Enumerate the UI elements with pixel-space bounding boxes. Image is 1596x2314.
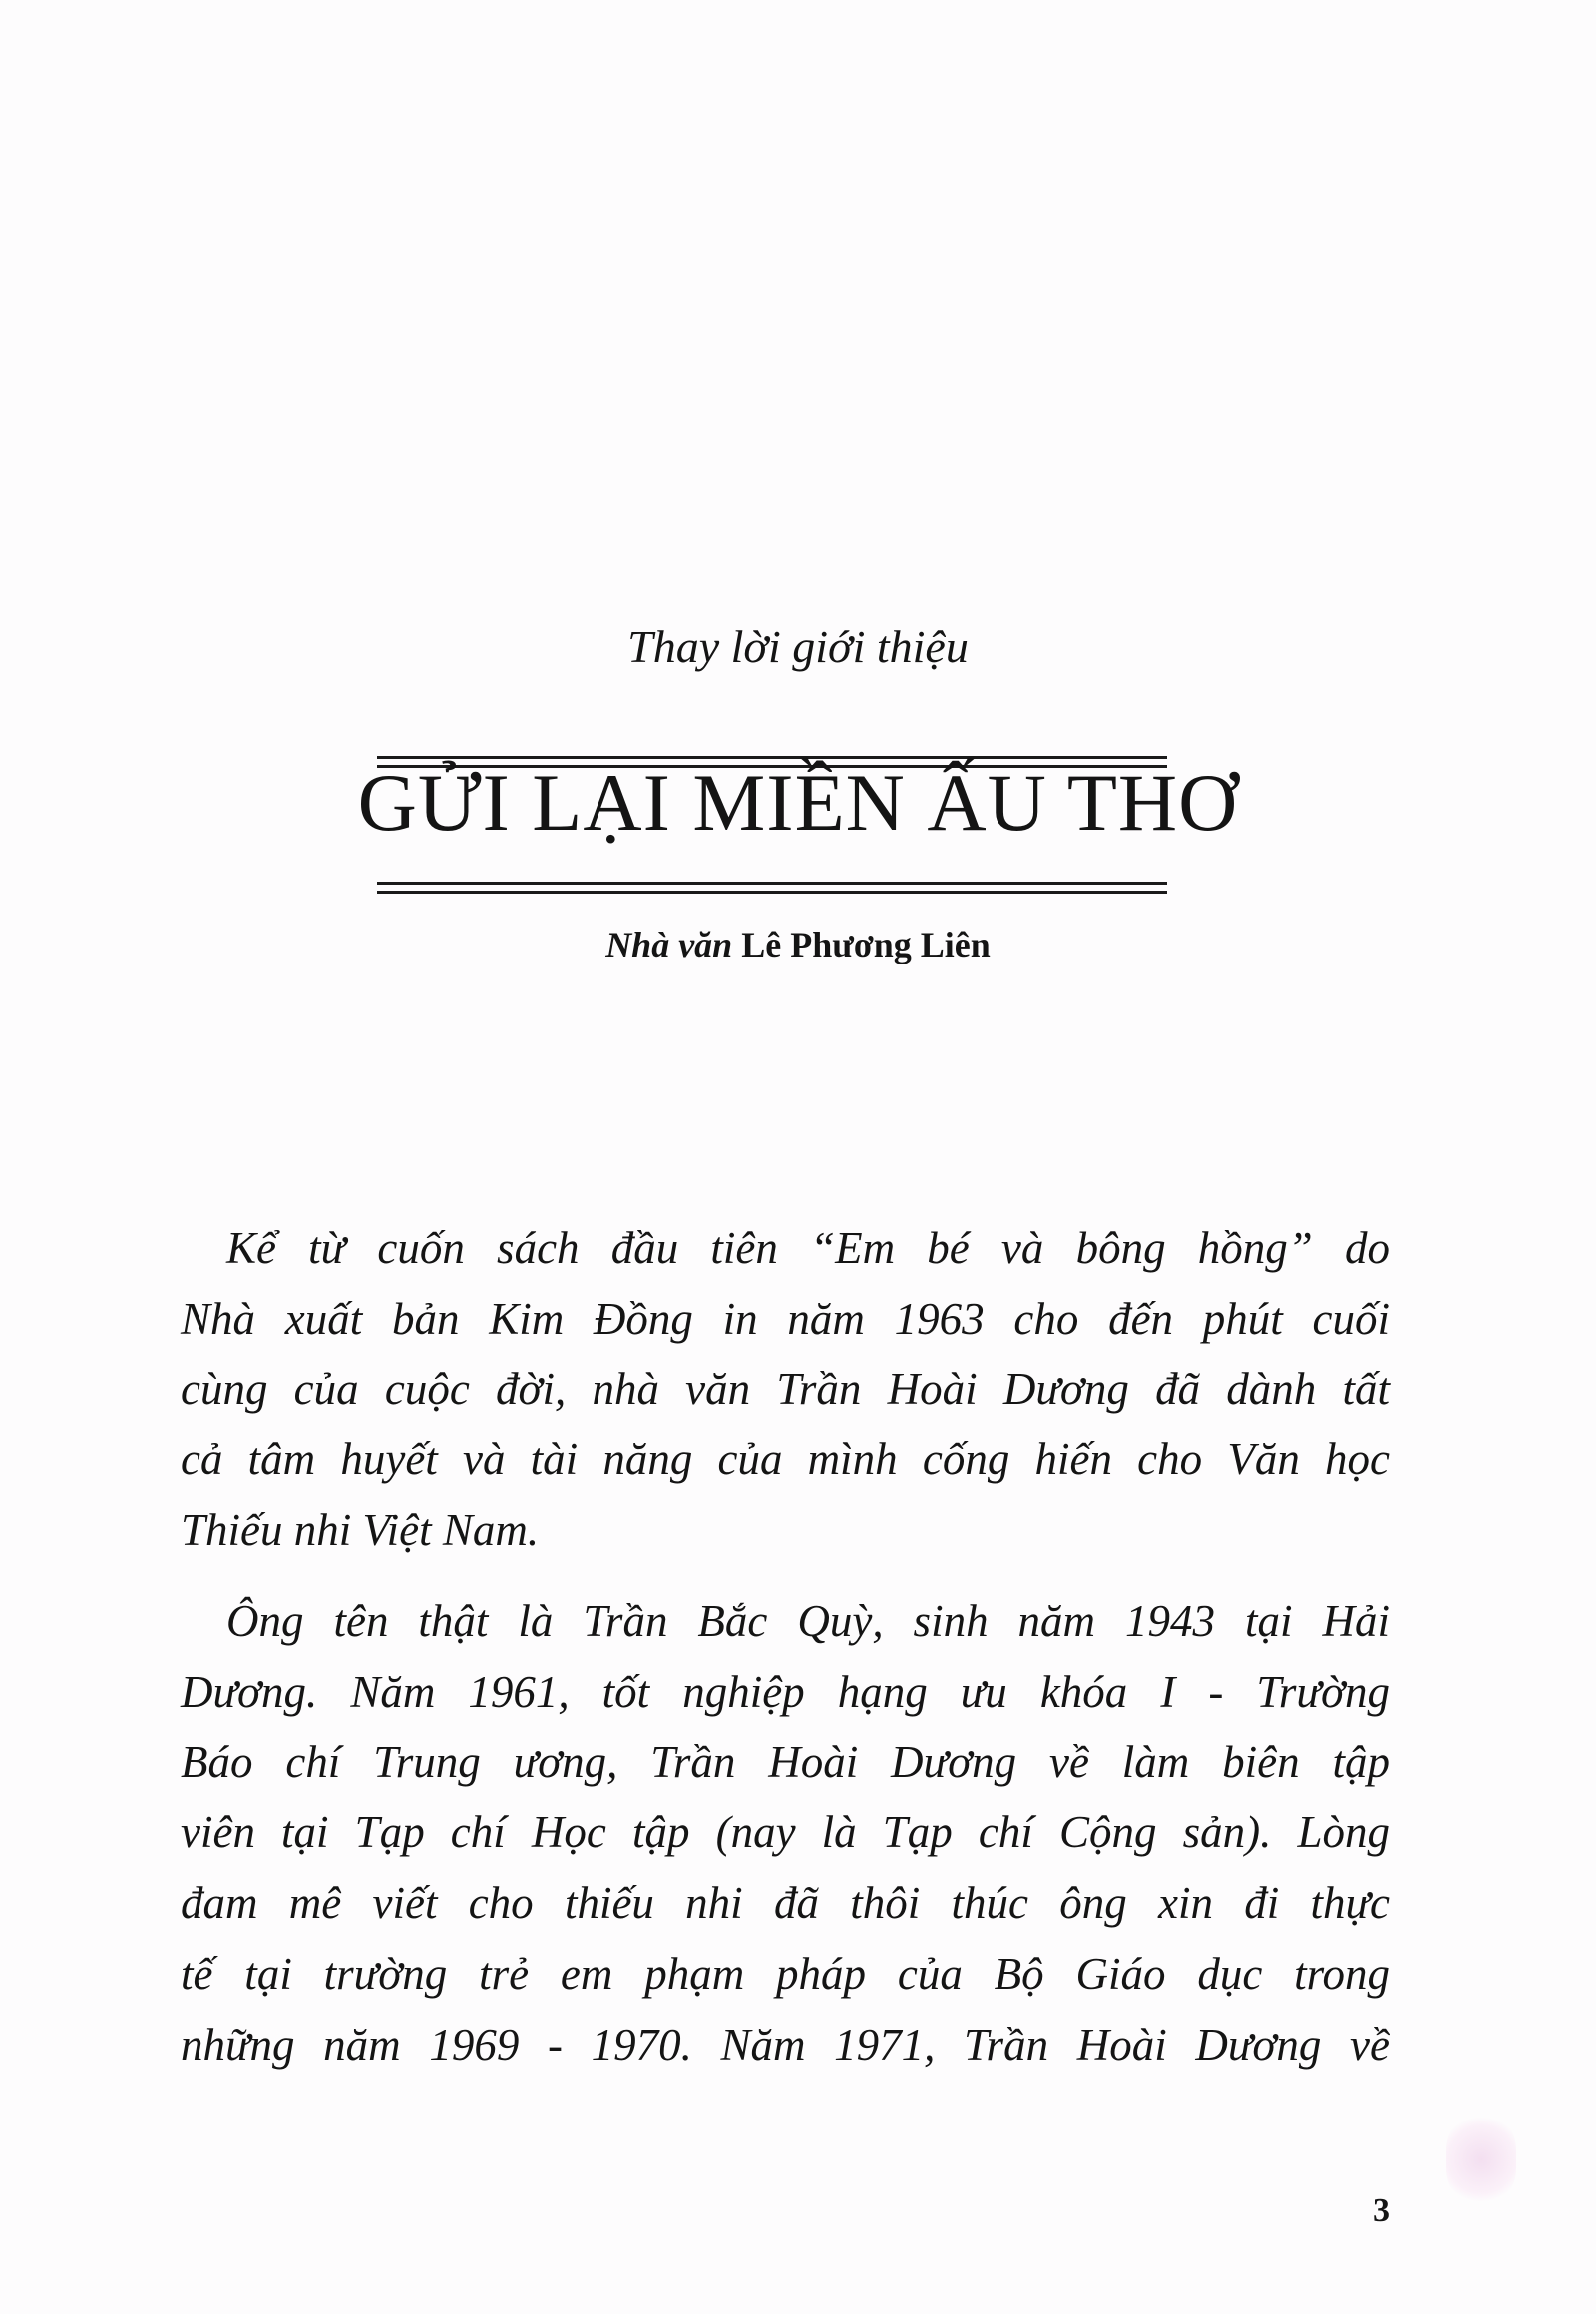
author-name: Lê Phương Liên — [741, 925, 991, 964]
text-line: cả tâm huyết và tài năng của mình cống hiến cho Văn học — [181, 1434, 1390, 1485]
text-line: cùng của cuộc đời, nhà văn Trần Hoài Dương đã dành tất — [181, 1363, 1390, 1414]
page-number: 3 — [1373, 2192, 1390, 2229]
text-line: tế tại trường trẻ em phạm pháp của Bộ Giáo dục trong — [181, 1948, 1390, 1999]
paragraph-2 — [181, 1586, 1390, 2081]
text-line: Kể từ cuốn sách đầu tiên “Em bé và bông hồng” do — [226, 1223, 1390, 1273]
text-line: Dương. Năm 1961, tốt nghiệp hạng ưu khóa I - Trường — [181, 1666, 1390, 1717]
author-prefix: Nhà văn — [605, 925, 733, 964]
text-line: viên tại Tạp chí Học tập (nay là Tạp chí Cộng sản). Lòng — [181, 1807, 1390, 1858]
chapter-title: GỬI LẠI MIỀN ẤU THƠ — [357, 757, 1239, 848]
section-subtitle: Thay lời giới thiệu — [627, 621, 969, 672]
text-line: Báo chí Trung ương, Trần Hoài Dương về làm biên tập — [181, 1736, 1390, 1787]
title-bottom-rule — [377, 882, 1167, 894]
text-line: những năm 1969 - 1970. Năm 1971, Trần Hoài Dương về — [181, 2019, 1390, 2070]
text-line: Thiếu nhi Việt Nam. — [181, 1505, 540, 1556]
text-line: Nhà xuất bản Kim Đồng in năm 1963 cho đến phút cuối — [181, 1293, 1390, 1344]
decorative-ornament — [1446, 2115, 1516, 2204]
text-line: Ông tên thật là Trần Bắc Quỳ, sinh năm 1943 tại Hải — [226, 1596, 1390, 1646]
author-line — [0, 924, 1596, 965]
paragraph-1 — [181, 1213, 1390, 1566]
text-line: đam mê viết cho thiếu nhi đã thôi thúc ông xin đi thực — [181, 1878, 1390, 1929]
